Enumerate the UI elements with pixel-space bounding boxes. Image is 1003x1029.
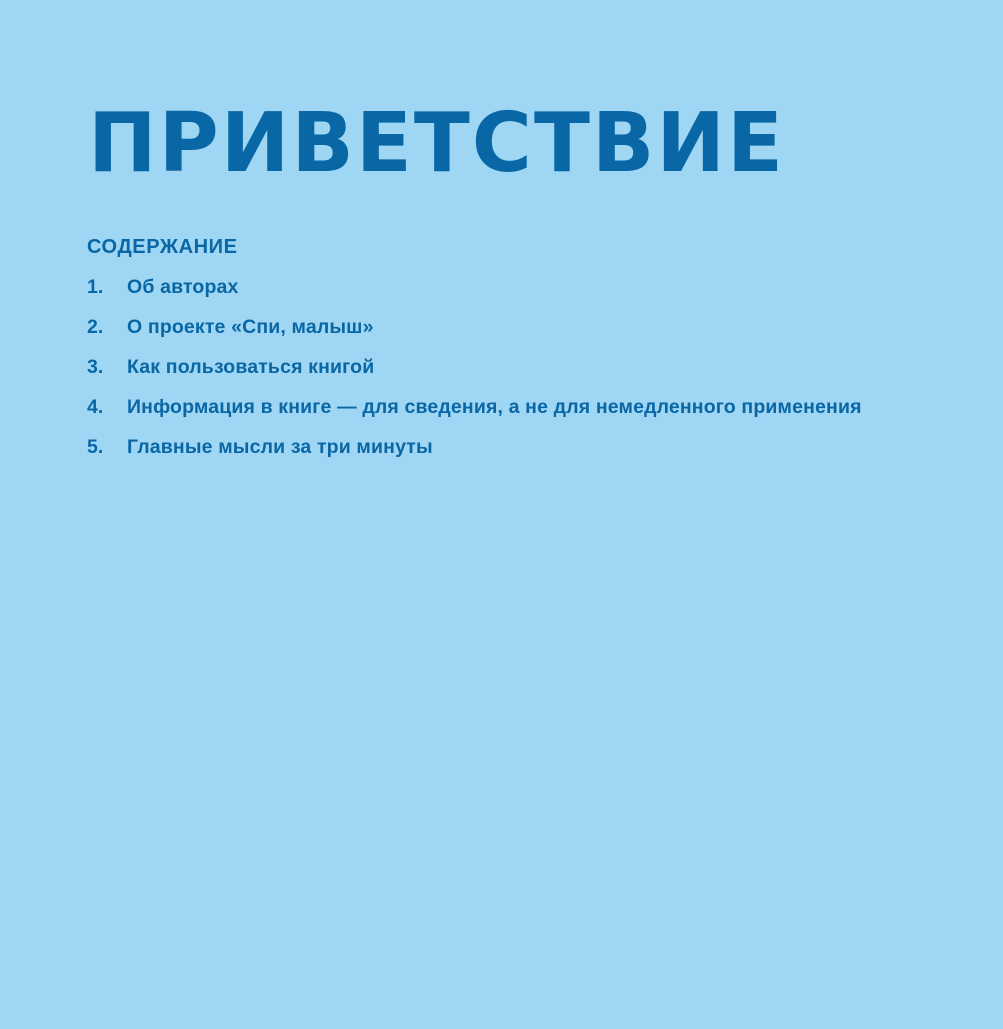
page-title: ПРИВЕТСТВИЕ <box>88 96 786 191</box>
toc-item-label: Как пользоваться книгой <box>127 356 375 378</box>
toc-item-number: 4. <box>87 396 104 418</box>
toc-item-number: 1. <box>87 276 104 298</box>
toc-item-information-note[interactable] <box>87 395 862 435</box>
toc-item-main-ideas[interactable] <box>87 435 862 475</box>
toc-item-number: 5. <box>87 436 104 458</box>
toc-item-number: 2. <box>87 316 104 338</box>
toc-item-label: Главные мысли за три минуты <box>127 436 433 458</box>
toc-item-how-to-use[interactable] <box>87 355 862 395</box>
toc-item-label: Об авторах <box>127 276 239 298</box>
toc-item-about-authors[interactable] <box>87 275 862 315</box>
table-of-contents-heading: СОДЕРЖАНИЕ <box>87 236 238 258</box>
toc-item-label: О проекте «Спи, малыш» <box>127 316 374 338</box>
toc-item-number: 3. <box>87 356 104 378</box>
toc-item-about-project[interactable] <box>87 315 862 355</box>
table-of-contents <box>87 275 862 475</box>
toc-item-label: Информация в книге — для сведения, а не для немедленного применения <box>127 396 862 418</box>
